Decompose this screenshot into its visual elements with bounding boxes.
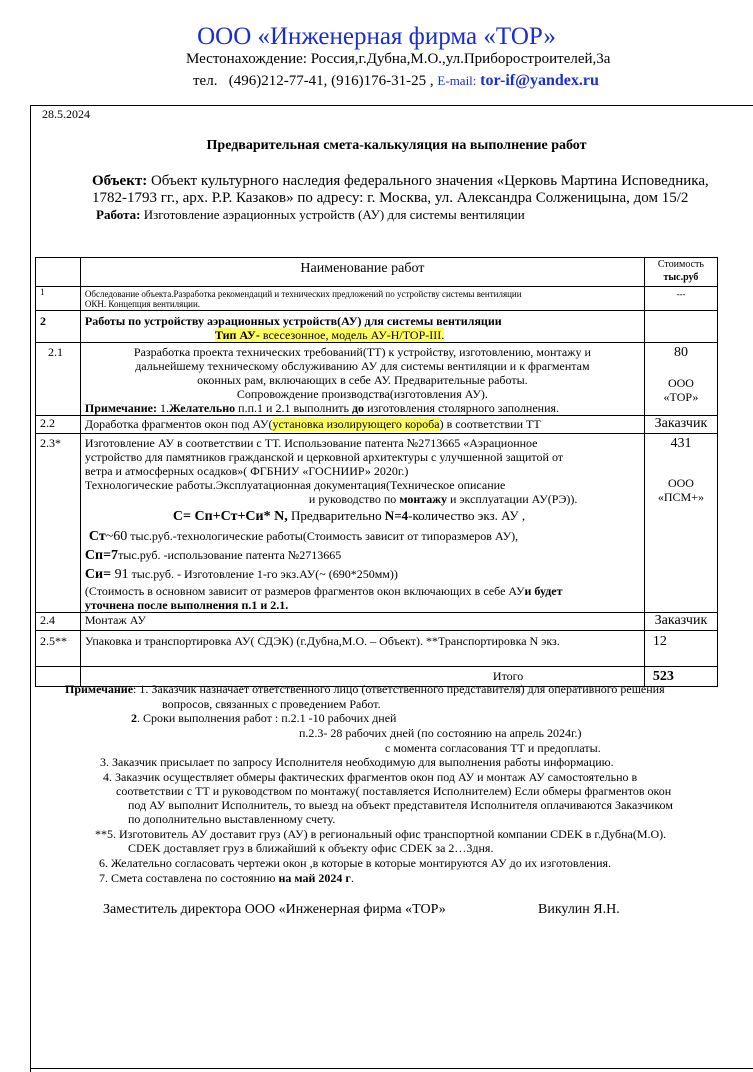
row-2-type-rest: всесезонное, модель АУ-Н/ТОР-III. — [259, 328, 445, 342]
email-link[interactable]: tor-if@yandex.ru — [480, 72, 599, 89]
row-2-4-cost: Заказчик — [644, 613, 717, 631]
header-name-cell: Наименование работ — [80, 258, 644, 287]
row-2-text — [80, 311, 644, 343]
signature-name: Викулин Я.Н. — [538, 902, 620, 917]
row-1-text — [80, 287, 644, 311]
row-2-3-cost: 431 ООО «ПСМ+» — [644, 434, 717, 613]
note-7: 7. Смета составлена по состоянию на май 2024 г. — [99, 871, 354, 885]
header-cost-2: тыс.руб — [663, 272, 699, 283]
object-line-2: 1782-1793 гг., арх. Р.Р. Казаков» по адресу: г. Москва, ул. Александра Солженицына, дом 15/2 — [92, 190, 689, 206]
header-num-cell — [36, 258, 81, 287]
row-2-num: 2 — [36, 311, 81, 343]
row-2-type — [85, 328, 640, 342]
row-2-1-line-3: оконных рам, включающих в себе АУ. Предварительные работы. — [197, 373, 528, 387]
row-2-2-highlight: установка изолирующего короба — [272, 417, 440, 431]
row-2-type-label: Тип АУ- — [214, 328, 260, 342]
row-2-cost — [644, 311, 717, 343]
row-2-1-line-4: Сопровождение производства(изготовления АУ). — [236, 387, 488, 401]
row-2-1-note: Примечание: 1.Желательно п.п.1 и 2.1 выполнить до изготовления столярного заполнения. — [84, 401, 560, 415]
work-text: Изготовление аэрационных устройств (АУ) для системы вентиляции — [140, 207, 525, 222]
row-2-2-cost: Заказчик — [644, 416, 717, 434]
table-row-2-1 — [36, 343, 718, 416]
row-1-cost: --- — [644, 287, 717, 311]
row-1-text-1: Обследование объекта.Разработка рекомендаций и технических предложений по устройству системы вентиляции — [84, 289, 522, 299]
page-frame-left — [30, 105, 31, 1072]
document-title: Предварительная смета-калькуляция на выполнение работ — [206, 138, 587, 153]
note-1a: Примечание: 1. Заказчик назначает ответственного лицо (ответственного представителя) для оперативного решения — [65, 682, 665, 696]
header-cost-1: Стоимость — [657, 259, 704, 270]
row-2-1-line-2: дальнейшему техническому обслуживанию АУ для системы вентиляции и к фрагментам — [135, 359, 590, 373]
table-row-1 — [36, 287, 718, 311]
row-2-3-formula: С= Сп+Ст+Си* N, Предварительно N=4-количество экз. АУ , — [172, 508, 526, 524]
note-4d: по дополнительно выставленному счету. — [128, 812, 336, 826]
object-line-1 — [92, 173, 709, 190]
object-label: Объект: — [92, 173, 148, 189]
work-line — [96, 207, 525, 223]
total-label: Итого — [80, 667, 644, 687]
document-date: 28.5.2024 — [42, 107, 90, 121]
table-row-2-3 — [36, 434, 718, 613]
row-2-5-cost: 12 — [644, 631, 717, 667]
row-2-4-num: 2.4 — [36, 613, 81, 631]
row-2-2-text: Доработка фрагментов окон под АУ(установка изолирующего короба) в соответствии ТТ — [80, 416, 644, 434]
table-row-2-5 — [36, 631, 718, 667]
table-row-2-4 — [36, 613, 718, 631]
total-value: 523 — [644, 667, 717, 687]
email-label: E-mail: — [437, 73, 477, 88]
company-name: ООО «Инженерная фирма «ТОР» — [197, 23, 556, 50]
page-frame-bottom — [30, 1068, 753, 1069]
note-3: 3. Заказчик присылает по запросу Исполнителя необходимую для выполнения работы информацию. — [100, 755, 614, 769]
row-2-2-num: 2.2 — [36, 416, 81, 434]
note-6: 6. Желательно согласовать чертежи окон ,в которые в которые монтируются АУ до их изготовления. — [99, 856, 612, 870]
row-1-num: 1 — [36, 287, 81, 311]
note-4b: соответствии с ТТ и руководством по монтажу( поставляется Исполнителем) Если обмеры фрагментов окон — [116, 784, 672, 798]
row-2-4-text: Монтаж АУ — [80, 613, 644, 631]
work-label: Работа: — [96, 207, 141, 222]
note-5a: **5. Изготовитель АУ доставит груз (АУ) в региональный офис транспортной компании CDEK в г.Дубна(М.О). — [95, 827, 667, 841]
phones: (496)212-77-41, (916)176-31-25 , — [228, 73, 434, 89]
signature-position: Заместитель директора ООО «Инженерная фирма «ТОР» — [103, 902, 446, 917]
table-row-2 — [36, 311, 718, 343]
note-2b: п.2.3- 28 рабочих дней (по состоянию на апрель 2024г.) — [299, 726, 582, 740]
page-frame-top — [30, 105, 753, 106]
row-2-3-num: 2.3* — [36, 434, 81, 613]
row-2-1-exec-2: «ТОР» — [663, 390, 699, 404]
row-2-1-exec-1: ООО — [667, 376, 694, 390]
note-2c: с момента согласования ТТ и предоплаты. — [385, 741, 601, 755]
object-text-1: Объект культурного наследия федерального значения «Церковь Мартина Исповедника, — [147, 173, 709, 189]
company-address: Местонахождение: Россия,г.Дубна,М.О.,ул.Приборостроителей,3а — [186, 51, 611, 67]
table-header-row — [36, 258, 718, 287]
row-2-1-line-1: Разработка проекта технических требований(ТТ) к устройству, изготовлению, монтажу и — [133, 345, 591, 359]
note-1b: вопросов, связанных с проведением Работ. — [162, 697, 381, 711]
row-2-3-cost-value: 431 — [670, 436, 692, 451]
note-4a: 4. Заказчик осуществляет обмеры фактических фрагментов окон под АУ и монтаж АУ самостоятельно в — [103, 770, 638, 784]
row-2-1-cost — [644, 343, 717, 416]
row-1-text-2: ОКН. Концепция вентиляции. — [84, 299, 201, 309]
note-4c: под АУ выполнит Исполнитель, то выезд на объект представителя Исполнителя оплачиваются Заказчиком — [128, 798, 673, 812]
row-2-5-num: 2.5** — [36, 631, 81, 667]
contact-line — [193, 72, 599, 90]
row-2-title: Работы по устройству аэрационных устройств(АУ) для системы вентиляции — [84, 314, 502, 328]
phone-label: тел. — [193, 73, 218, 89]
estimate-table — [35, 257, 718, 687]
row-2-1-cost-value: 80 — [673, 345, 688, 360]
row-2-5-text: Упаковка и транспортировка АУ( СДЭК) (г.Дубна,М.О. – Объект). **Транспортировка N экз. — [80, 631, 644, 667]
row-2-3-text: Изготовление АУ в соответствии с ТТ. Использование патента №2713665 «Аэрационное устройство для памятников гражданской и церковной архитектуры с улучшенной защитой от ветра и атмосферных осадков»( ФГБНИУ «ГОСНИИР» 2020г.) Технологические работы.Эксплуатационная документация(Техническое описание и руководство по монтажу и эксплуатации АУ(РЭ)). С= Сп+Ст+Си* N, Предварительно N=4-количество экз. АУ , Ст~60 тыс.руб.-технологические работы(Стоимость зависит от типоразмеров АУ), Сп=7тыс.руб. -использование патента №2713665 Си= 91 тыс.руб. - Изготовление 1-го экз.АУ(~ (690*250мм)) (Стоимость в основном зависит от размеров фрагментов окон включающих в себе АУи будет уточнена после выполнения п.1 и 2.1. — [80, 434, 644, 613]
note-5b: CDEK доставляет груз в ближайший к объекту офис CDEK за 2…3дня. — [128, 841, 494, 855]
note-2a: 2. Сроки выполнения работ : п.2.1 -10 рабочих дней — [131, 711, 397, 725]
row-2-1-text — [80, 343, 644, 416]
table-row-2-2 — [36, 416, 718, 434]
row-2-1-num: 2.1 — [36, 343, 81, 416]
header-cost-cell — [644, 258, 717, 287]
